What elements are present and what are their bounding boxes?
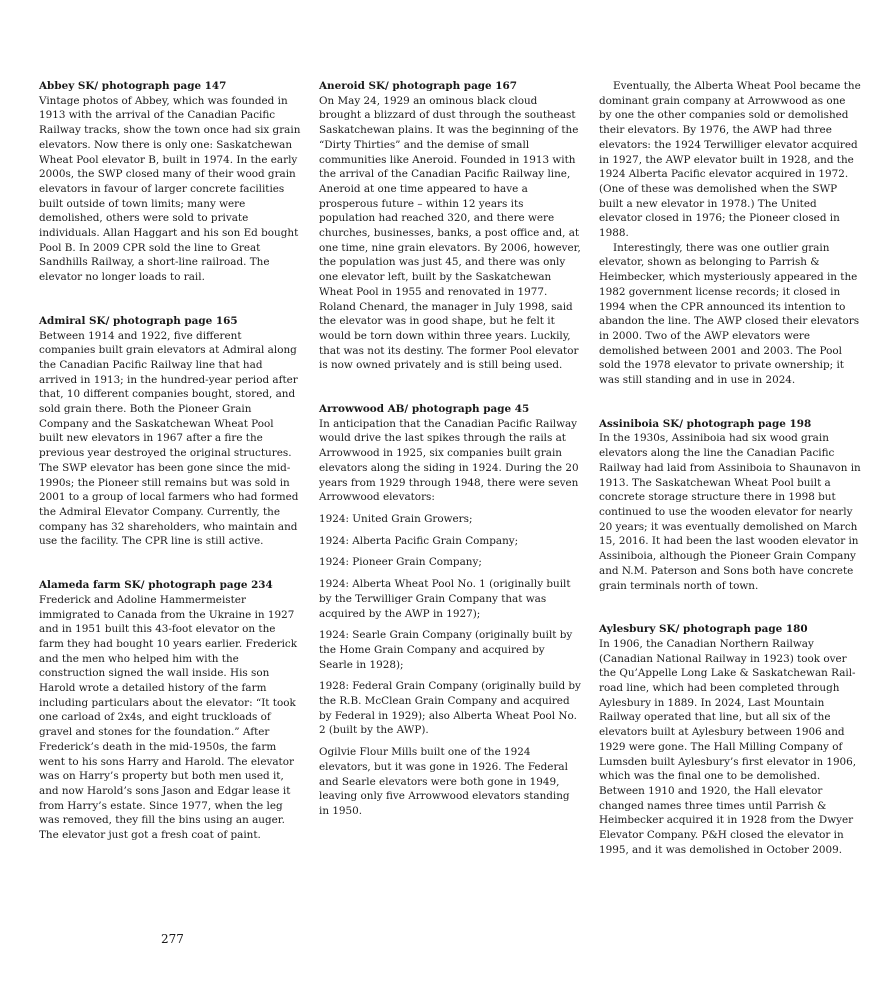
entry-body: In 1906, the Canadian Northern Railway (Canadian National Railway in 1923) took over the Qu’Appelle Long Lake & Saskatchewan Rail-road line, which had been completed through Aylesbury in 1889. In 2024, Last Mountain Railway operated that line, but all six of the elevators built at Aylesbury between 1906 and 1929 were gone. The Hall Milling Company of Lumsden built Aylesbury’s first elevator in 1906, which was the final one to be demolished. Between 1910 and 1920, the Hall elevator changed names three times until Parrish & Heimbecker acquired it in 1928 from the Dwyer Elevator Company. P&H closed the elevator in 1995, and it was demolished in October 2009. bbox=[599, 637, 857, 856]
paragraph: Interestingly, there was one outlier grain elevator, shown as belonging to Parrish & Heimbecker, which mysteriously appeared in the 1982 government license records; it closed in 1994 when the CPR announced its intention to abandon the line. The AWP closed their elevators in 2000. Two of the AWP elevators were demolished between 2001 and 2003. The Pool sold the 1978 elevator to private ownership; it was still standing and in use in 2024. bbox=[599, 241, 860, 387]
entry-body: Between 1914 and 1922, five different companies built grain elevators at Admiral along the Canadian Pacific Railway line that had arrived in 1913; in the hundred-year period after that, 10 different companies bought, stored, and sold grain there. Both the Pioneer Grain Company and the Saskatchewan Wheat Pool built new elevators in 1967 after a fire the previous year destroyed the original structures. The SWP elevator has been gone since the mid-1990s; the Pioneer still remains but was sold in 2001 to a group of local farmers who had formed the Admiral Elevator Company. Currently, the company has 32 shareholders, who maintain and use the facility. The CPR line is still active. bbox=[39, 329, 299, 548]
entry-aylesbury bbox=[599, 622, 861, 857]
entry-alameda bbox=[39, 578, 301, 843]
page-number: 277 bbox=[161, 932, 184, 946]
list-item: 1924: Pioneer Grain Company; bbox=[319, 556, 482, 569]
list-item: Ogilvie Flour Mills built one of the 1924 elevators, but it was gone in 1926. The Federal and Searle elevators were both gone in 1949, leaving only five Arrowwood elevators standing in 1950. bbox=[319, 746, 570, 817]
list-item: 1924: Alberta Pacific Grain Company; bbox=[319, 534, 519, 547]
entry-body: In the 1930s, Assiniboia had six wood grain elevators along the line the Canadian Pacific Railway had laid from Assiniboia to Shaunavon in 1913. The Saskatchewan Wheat Pool built a concrete storage structure there in 1998 but continued to use the wooden elevator for nearly 20 years; it was eventually demolished on March 15, 2016. It had been the last wooden elevator in Assiniboia, although the Pioneer Grain Company and N.M. Paterson and Sons both have concrete grain terminals north of town. bbox=[599, 432, 861, 592]
entry-admiral bbox=[39, 314, 301, 549]
entry-title: Admiral SK/ photograph page 165 bbox=[39, 314, 238, 327]
column-right bbox=[599, 79, 861, 886]
entry-abbey bbox=[39, 79, 301, 285]
entry-body: Frederick and Adoline Hammermeister immigrated to Canada from the Ukraine in 1927 and in 1951 built this 43-foot elevator on the farm they had bought 10 years earlier. Frederick and the men who helped him with the construction signed the wall inside. His son Harold wrote a detailed history of the farm including particulars about the elevator: “It took one carload of 2x4s, and eight truckloads of gravel and stones for the foundation.” After Frederick’s death in the mid-1950s, the farm went to his sons Harry and Harold. The elevator was on Harry’s property but both men used it, and now Harold’s sons Jason and Edgar lease it from Harry’s estate. Since 1977, when the leg was removed, they fill the bins using an auger. The elevator just got a fresh coat of paint. bbox=[39, 593, 298, 842]
list-item: 1924: Alberta Wheat Pool No. 1 (originally built by the Terwilliger Grain Company that was acquired by the AWP in 1927); bbox=[319, 578, 571, 620]
entry-body: In anticipation that the Canadian Pacific Railway would drive the last spikes through the rails at Arrowwood in 1925, six companies built grain elevators along the siding in 1924. During the 20 years from 1929 through 1948, there were seven Arrowwood elevators: bbox=[319, 417, 579, 504]
elevator-list bbox=[319, 512, 581, 819]
paragraph: Eventually, the Alberta Wheat Pool became the dominant grain company at Arrowwood as one by one the other companies sold or demolished their elevators. By 1976, the AWP had three elevators: the 1924 Terwilliger elevator acquired in 1927, the AWP elevator built in 1928, and the 1924 Alberta Pacific elevator acquired in 1972. (One of these was demolished when the SWP built a new elevator in 1978.) The United elevator closed in 1976; the Pioneer closed in 1988. bbox=[599, 80, 861, 240]
list-item: 1928: Federal Grain Company (originally build by the R.B. McClean Grain Company and acquired by Federal in 1929); also Alberta Wheat Pool No. 2 (built by the AWP). bbox=[319, 680, 581, 737]
entry-arrowwood bbox=[319, 402, 581, 819]
column-left bbox=[39, 79, 301, 872]
entry-body: Vintage photos of Abbey, which was founded in 1913 with the arrival of the Canadian Pacific Railway tracks, show the town once had six grain elevators. Now there is only one: Saskatchewan Wheat Pool elevator B, built in 1974. In the early 2000s, the SWP closed many of their wood grain elevators in favour of larger concrete facilities built outside of town limits; many were demolished, others were sold to private individuals. Allan Haggart and his son Ed bought Pool B. In 2009 CPR sold the line to Great Sandhills Railway, a short-line railroad. The elevator no longer loads to rail. bbox=[39, 94, 301, 284]
entry-title: Aylesbury SK/ photograph page 180 bbox=[599, 623, 808, 636]
entry-assiniboia bbox=[599, 417, 861, 593]
entry-title: Arrowwood AB/ photograph page 45 bbox=[319, 403, 530, 416]
entry-arrowwood-continued bbox=[599, 79, 861, 388]
column-middle bbox=[319, 79, 581, 848]
entry-title: Assiniboia SK/ photograph page 198 bbox=[599, 417, 812, 430]
entry-aneroid bbox=[319, 79, 581, 373]
entry-body: On May 24, 1929 an ominous black cloud brought a blizzard of dust through the southeast Saskatchewan plains. It was the beginning of the “Dirty Thirties” and the demise of small communities like Aneroid. Founded in 1913 with the arrival of the Canadian Pacific Railway line, Aneroid at one time appeared to have a prosperous future – within 12 years its population had reached 320, and there were churches, businesses, banks, a post office and, at one time, nine grain elevators. By 2006, however, the population was just 45, and there was only one elevator left, built by the Saskatchewan Wheat Pool in 1955 and renovated in 1977. Roland Chenard, the manager in July 1998, said the elevator was in good shape, but he felt it would be torn down within three years. Luckily, that was not its destiny. The former Pool elevator is now owned privately and is still being used. bbox=[319, 94, 581, 372]
list-item: 1924: Searle Grain Company (originally built by the Home Grain Company and acquired by Searle in 1928); bbox=[319, 629, 573, 671]
entry-title: Abbey SK/ photograph page 147 bbox=[39, 80, 227, 92]
entry-title: Alameda farm SK/ photograph page 234 bbox=[39, 579, 273, 592]
list-item: 1924: United Grain Growers; bbox=[319, 512, 473, 525]
entry-title: Aneroid SK/ photograph page 167 bbox=[319, 80, 517, 92]
